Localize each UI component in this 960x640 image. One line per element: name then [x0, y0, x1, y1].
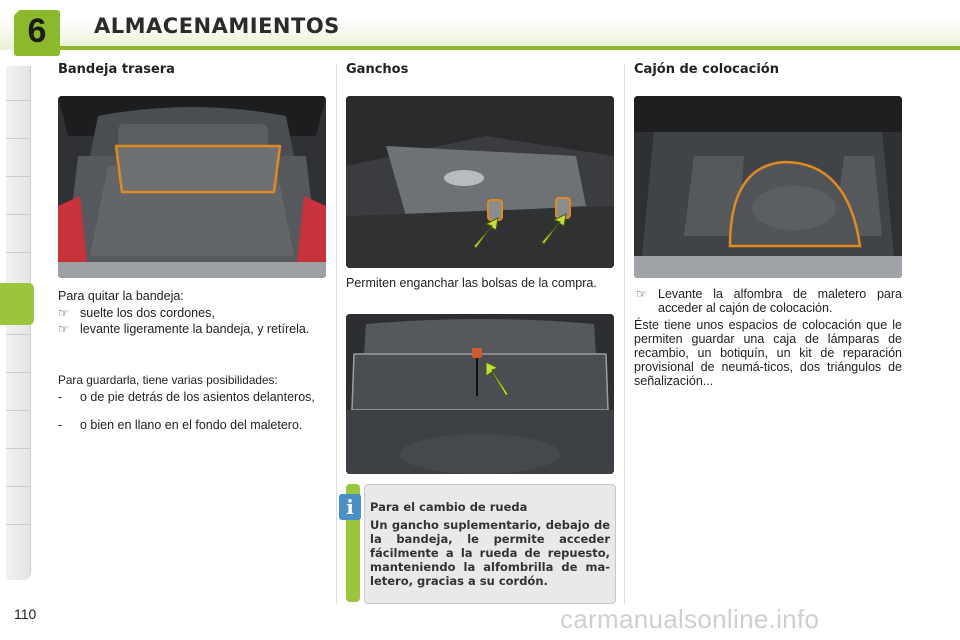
trunk-shelf-illustration [58, 96, 326, 278]
bandeja-intro: Para quitar la bandeja: [58, 289, 184, 303]
dash-glyph: - [58, 390, 63, 404]
tab-divider [6, 214, 30, 215]
column-divider [624, 64, 625, 604]
ganchos-text: Permiten enganchar las bolsas de la compra. [346, 276, 597, 290]
info-title: Para el cambio de rueda [370, 500, 528, 514]
cajon-text: Éste tiene unos espacios de colocación que le permiten guardar una caja de lámparas de recambio, un botiquín, un kit de reparación provisional de neumá-ticos, dos triángulos de señalización... [634, 318, 902, 388]
tab-divider [6, 448, 30, 449]
hooks-illustration [346, 96, 614, 268]
section-title-bandeja: Bandeja trasera [58, 62, 175, 77]
chapter-title: ALMACENAMIENTOS [94, 14, 340, 38]
section-title-cajon: Cajón de colocación [634, 62, 779, 77]
tab-divider [6, 524, 30, 525]
tab-divider [6, 176, 30, 177]
info-icon: i [339, 494, 361, 520]
storage-compartment-illustration [634, 96, 902, 278]
tab-divider [6, 138, 30, 139]
bullet-icon: ☞ [636, 287, 647, 301]
tab-divider [6, 334, 30, 335]
bandeja-bullet-2: levante ligeramente la bandeja, y retírela. [80, 322, 310, 336]
bandeja-option-2: o bien en llano en el fondo del maletero. [80, 418, 303, 432]
section-title-ganchos: Ganchos [346, 62, 409, 77]
watermark: carmanualsonline.info [560, 604, 820, 634]
bandeja-option-1: o de pie detrás de los asientos delanteros, [80, 390, 315, 404]
tab-divider [6, 486, 30, 487]
spare-wheel-hook-photo [346, 314, 614, 474]
trunk-photo-shelf [58, 96, 326, 278]
chapter-number: 6 [27, 12, 47, 50]
hooks-photo [346, 96, 614, 268]
dash-glyph: - [58, 418, 63, 432]
header-rule [60, 46, 960, 50]
tab-divider [6, 372, 30, 373]
tab-divider [6, 252, 30, 253]
page-number: 110 [14, 606, 37, 622]
info-body: Un gancho suplementario, debajo de la bandeja, le permite acceder fácilmente a la rueda de repuesto, manteniendo la alfombrilla de ma-letero, gracias a su cordón. [370, 518, 610, 588]
bandeja-bullet-1: suelte los dos cordones, [80, 306, 215, 320]
tab-divider [6, 100, 30, 101]
bullet-icon: ☞ [58, 306, 69, 320]
bullet-icon: ☞ [58, 322, 69, 336]
storage-compartment-photo [634, 96, 902, 278]
bandeja-store-intro: Para guardarla, tiene varias posibilidades: [58, 373, 278, 387]
spare-wheel-hook-illustration [346, 314, 614, 474]
chapter-tab-active[interactable] [0, 283, 34, 325]
tab-divider [6, 410, 30, 411]
column-divider [336, 64, 337, 604]
cajon-bullet: Levante la alfombra de maletero para acceder al cajón de colocación. [658, 287, 902, 315]
